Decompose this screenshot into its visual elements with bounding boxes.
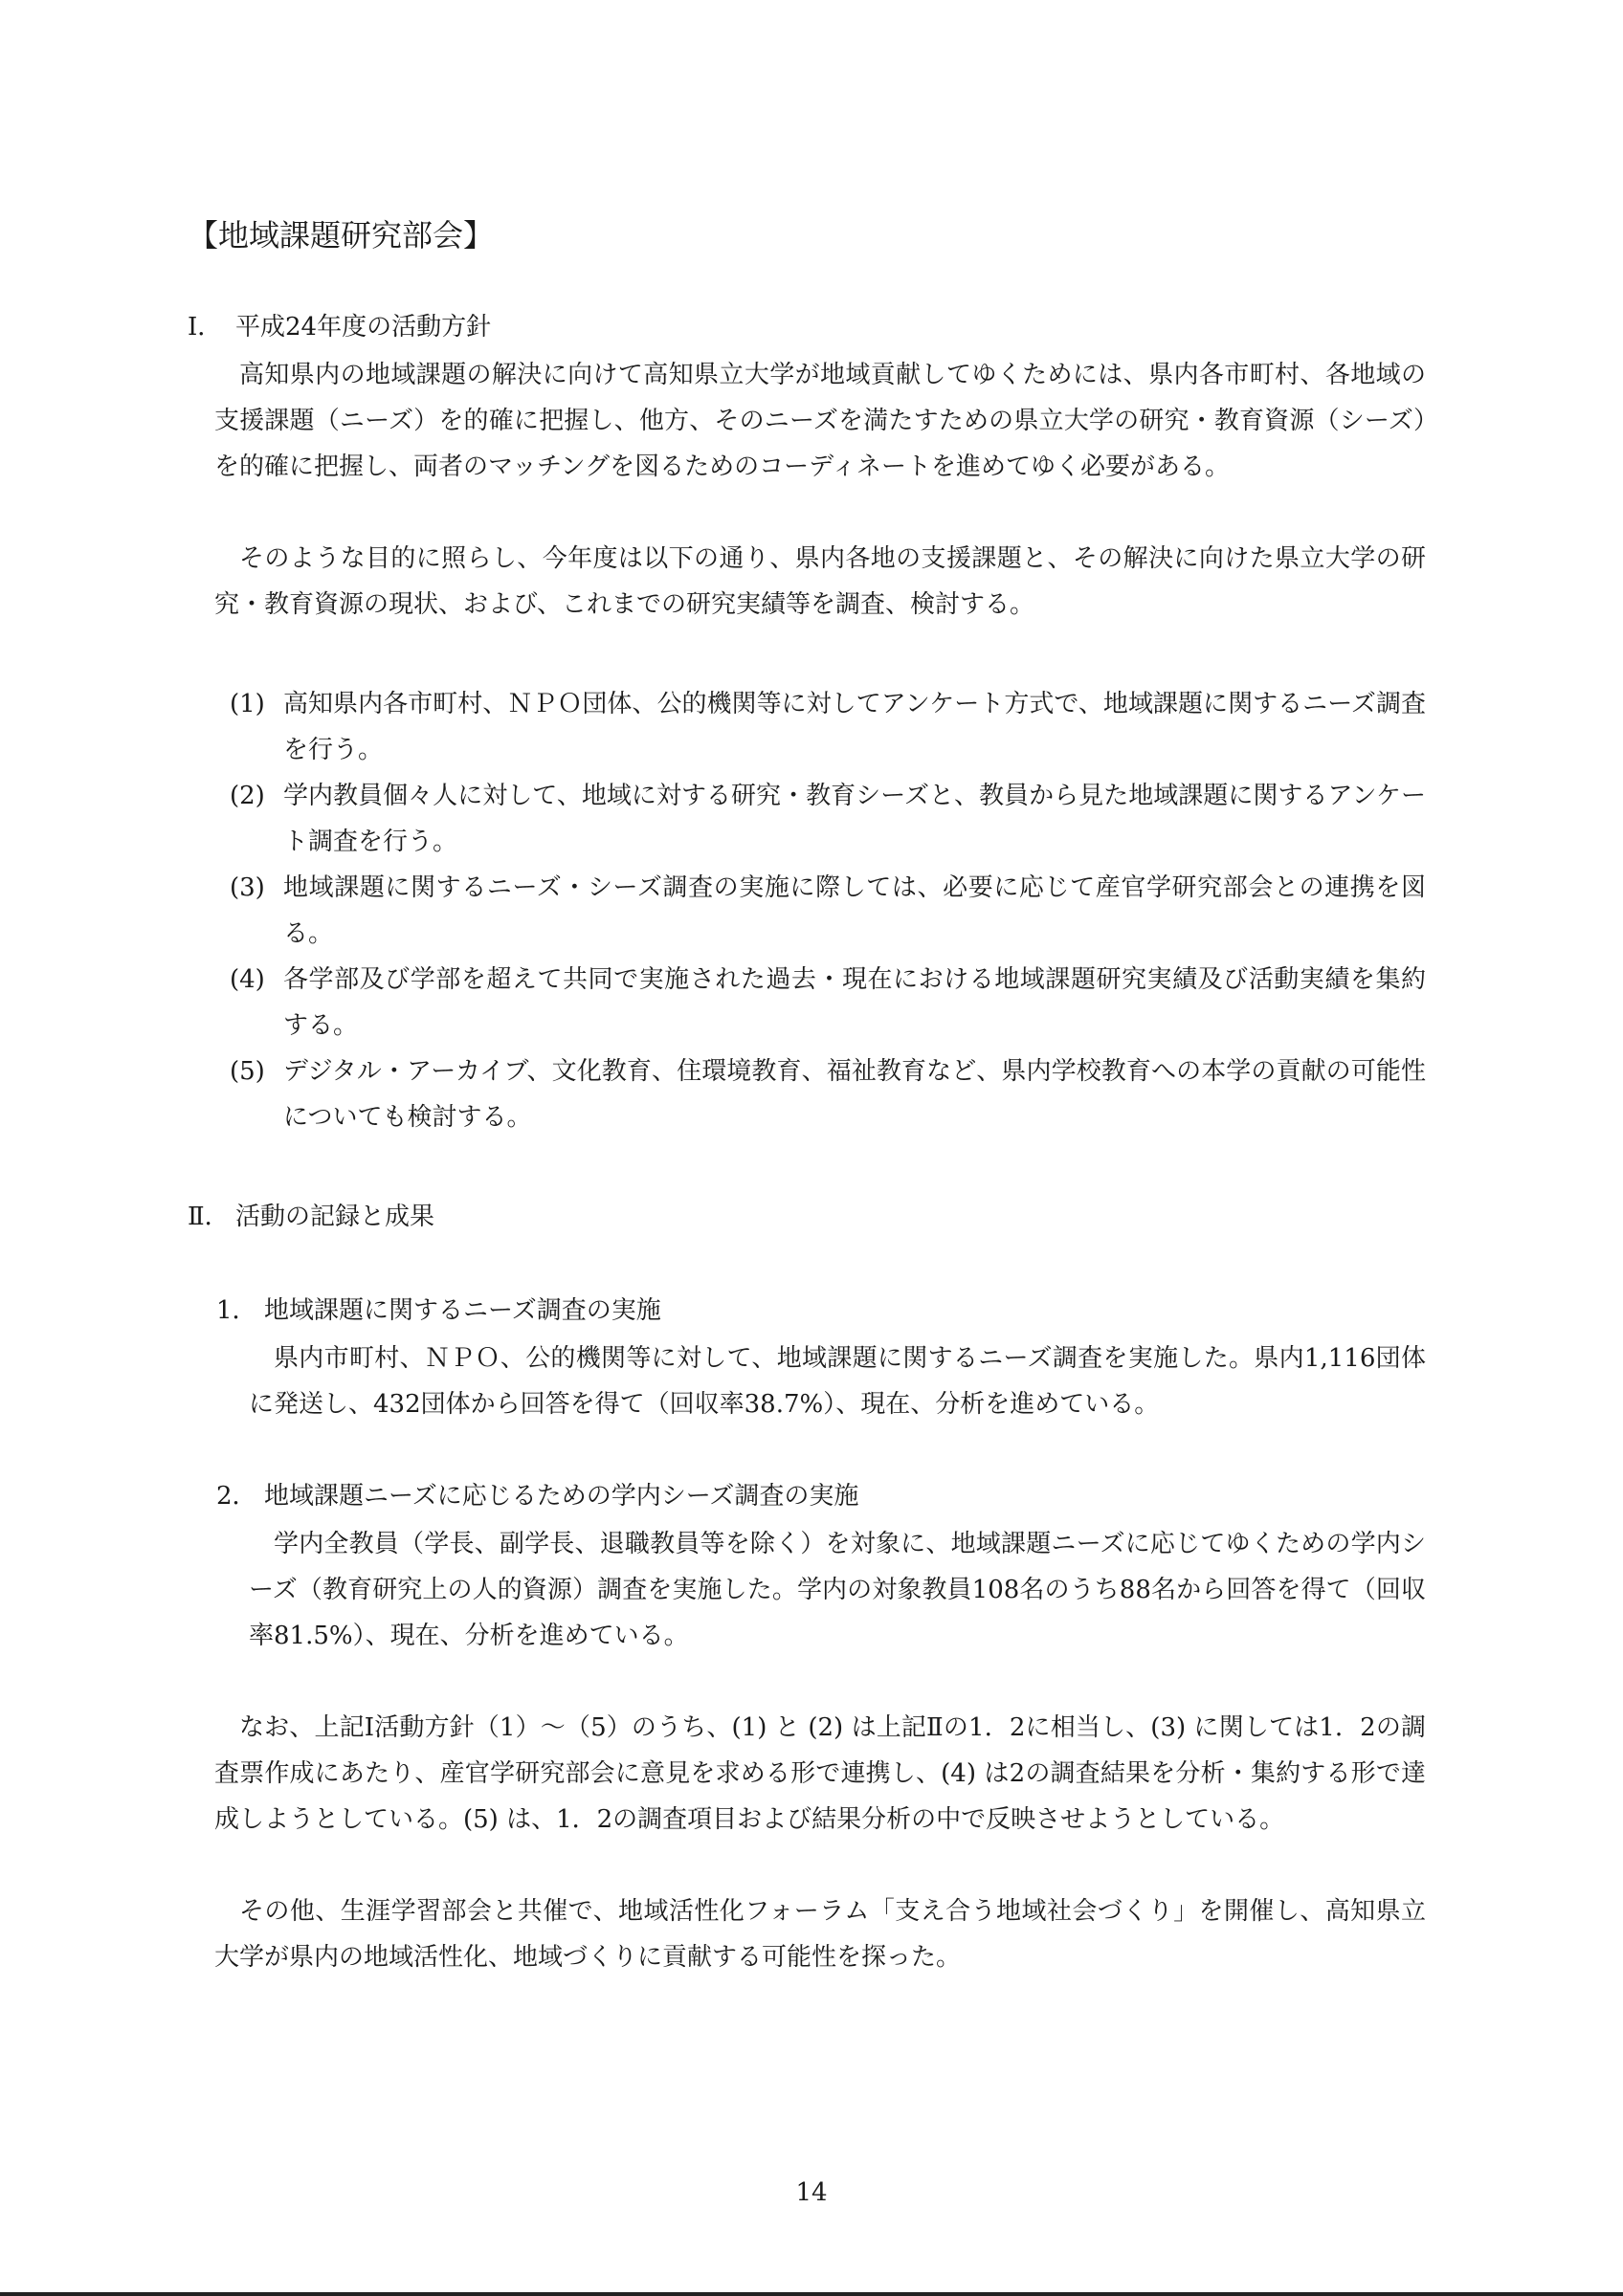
policy-item-2 xyxy=(230,773,1426,865)
policy-item-1 xyxy=(230,681,1426,773)
section-1-title: 平成24年度の活動方針 xyxy=(235,313,492,342)
subsection-1-heading xyxy=(216,1290,661,1332)
policy-item-1-text: 高知県内各市町村、ＮＰＯ団体、公的機関等に対してアンケート方式で、地域課題に関するニーズ調査を行う。 xyxy=(283,690,1426,764)
subsection-2-heading xyxy=(216,1475,858,1517)
policy-item-4-text: 各学部及び学部を超えて共同で実施された過去・現在における地域課題研究実績及び活動実績を集約する。 xyxy=(283,965,1426,1040)
closing-paragraph-1: なお、上記Ⅰ活動方針（1）～（5）のうち、(1) と (2) は上記Ⅱの1．2に相当し、(3) に関しては1．2の調査票作成にあたり、産官学研究部会に意見を求める形で連携し、(4) は2の調査結果を分析・集約する形で達成しようとしている。(5) は、1．2の調査項目および結果分析の中で反映させようとしている。 xyxy=(214,1713,1426,1834)
policy-item-3-marker: (3) xyxy=(230,873,265,902)
section-1-paragraph-1: 高知県内の地域課題の解決に向けて高知県立大学が地域貢献してゆくためには、県内各市町村、各地域の支援課題（ニーズ）を的確に把握し、他方、そのニーズを満たすための県立大学の研究・教育資源（シーズ）を的確に把握し、両者のマッチングを図るためのコーディネートを進めてゆく必要がある。 xyxy=(214,361,1426,481)
section-2-heading xyxy=(188,1196,434,1238)
subsection-1-title: 地域課題に関するニーズ調査の実施 xyxy=(264,1296,661,1325)
policy-item-2-marker: (2) xyxy=(230,782,265,810)
subsection-1-number: 1． xyxy=(216,1296,257,1325)
section-1-paragraph-2: そのような目的に照らし、今年度は以下の通り、県内各地の支援課題と、その解決に向けた県立大学の研究・教育資源の現状、および、これまでの研究実績等を調査、検討する。 xyxy=(214,544,1426,619)
subsection-2-number: 2． xyxy=(216,1482,257,1511)
subsection-2-title: 地域課題ニーズに応じるための学内シーズ調査の実施 xyxy=(264,1482,859,1511)
section-2-number: Ⅱ． xyxy=(188,1203,230,1231)
page-number: 14 xyxy=(795,2178,828,2207)
subsection-2-text: 学内全教員（学長、副学長、退職教員等を除く）を対象に、地域課題ニーズに応じてゆくための学内シーズ（教育研究上の人的資源）調査を実施した。学内の対象教員108名のうち88名から回答を得て（回収率81.5%）、現在、分析を進めている。 xyxy=(249,1530,1426,1650)
policy-item-4-marker: (4) xyxy=(230,965,265,994)
policy-item-3 xyxy=(230,865,1426,957)
policy-item-1-marker: (1) xyxy=(230,690,265,718)
section-1-heading xyxy=(188,306,491,348)
policy-item-5 xyxy=(230,1049,1426,1140)
section-2-title: 活動の記録と成果 xyxy=(235,1203,435,1231)
section-1-number: Ⅰ． xyxy=(188,313,223,342)
document-title: 【地域課題研究部会】 xyxy=(188,217,495,254)
policy-item-4 xyxy=(230,957,1426,1049)
bottom-border xyxy=(0,2292,1623,2296)
policy-item-5-text: デジタル・アーカイブ、文化教育、住環境教育、福祉教育など、県内学校教育への本学の貢献の可能性についても検討する。 xyxy=(283,1057,1426,1132)
subsection-1-text: 県内市町村、ＮＰＯ、公的機関等に対して、地域課題に関するニーズ調査を実施した。県内1,116団体に発送し、432団体から回答を得て（回収率38.7%）、現在、分析を進めている。 xyxy=(249,1344,1426,1419)
policy-item-2-text: 学内教員個々人に対して、地域に対する研究・教育シーズと、教員から見た地域課題に関するアンケート調査を行う。 xyxy=(283,782,1426,856)
policy-item-5-marker: (5) xyxy=(230,1057,265,1086)
policy-list xyxy=(230,681,1426,1140)
closing-paragraph-2: その他、生涯学習部会と共催で、地域活性化フォーラム「支え合う地域社会づくり」を開催し、高知県立大学が県内の地域活性化、地域づくりに貢献する可能性を探った。 xyxy=(214,1897,1426,1972)
policy-item-3-text: 地域課題に関するニーズ・シーズ調査の実施に際しては、必要に応じて産官学研究部会との連携を図る。 xyxy=(283,873,1426,948)
